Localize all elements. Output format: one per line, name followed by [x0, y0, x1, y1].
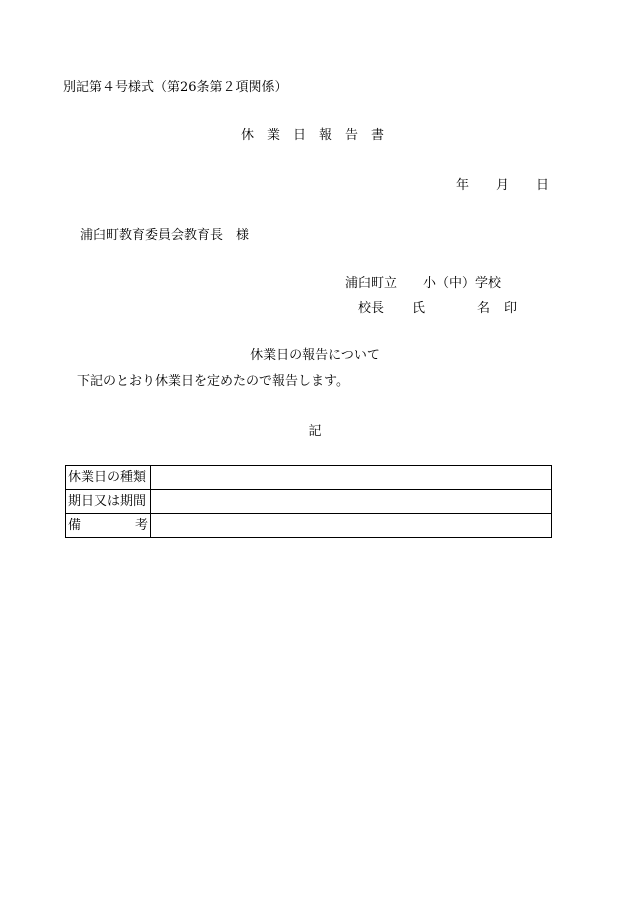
row-label-date-period: 期日又は期間	[66, 490, 151, 514]
report-table	[65, 465, 552, 538]
date-line	[456, 178, 549, 194]
row-value-date-period[interactable]	[151, 490, 552, 514]
document-title: 休業日報告書	[240, 128, 397, 143]
name-label-1: 氏	[412, 301, 426, 316]
row-value-holiday-type[interactable]	[151, 466, 552, 490]
date-year-label: 年	[456, 178, 470, 193]
ki-heading: 記	[308, 424, 322, 439]
remarks-label-b: 考	[134, 517, 148, 533]
school-prefix: 浦臼町立	[345, 276, 398, 291]
form-number: 別記第４号様式（第26条第２項関係）	[63, 80, 288, 95]
seal-label: 印	[504, 301, 518, 316]
row-label-remarks	[66, 514, 151, 538]
principal-label: 校長	[358, 301, 385, 316]
principal-line	[358, 301, 517, 317]
table-row	[66, 514, 552, 538]
row-label-holiday-type: 休業日の種類	[66, 466, 151, 490]
row-value-remarks[interactable]	[151, 514, 552, 538]
date-day-label: 日	[536, 178, 550, 193]
body-text: 下記のとおり休業日を定めたので報告します。	[77, 374, 349, 389]
table-row	[66, 466, 552, 490]
school-type: 小（中）学校	[423, 276, 502, 291]
subject-line: 休業日の報告について	[250, 348, 380, 363]
school-line	[345, 276, 501, 292]
date-month-label: 月	[496, 178, 510, 193]
name-label-2: 名	[477, 301, 491, 316]
remarks-label-a: 備	[68, 517, 82, 533]
addressee: 浦臼町教育委員会教育長 様	[80, 228, 250, 243]
table-row	[66, 490, 552, 514]
